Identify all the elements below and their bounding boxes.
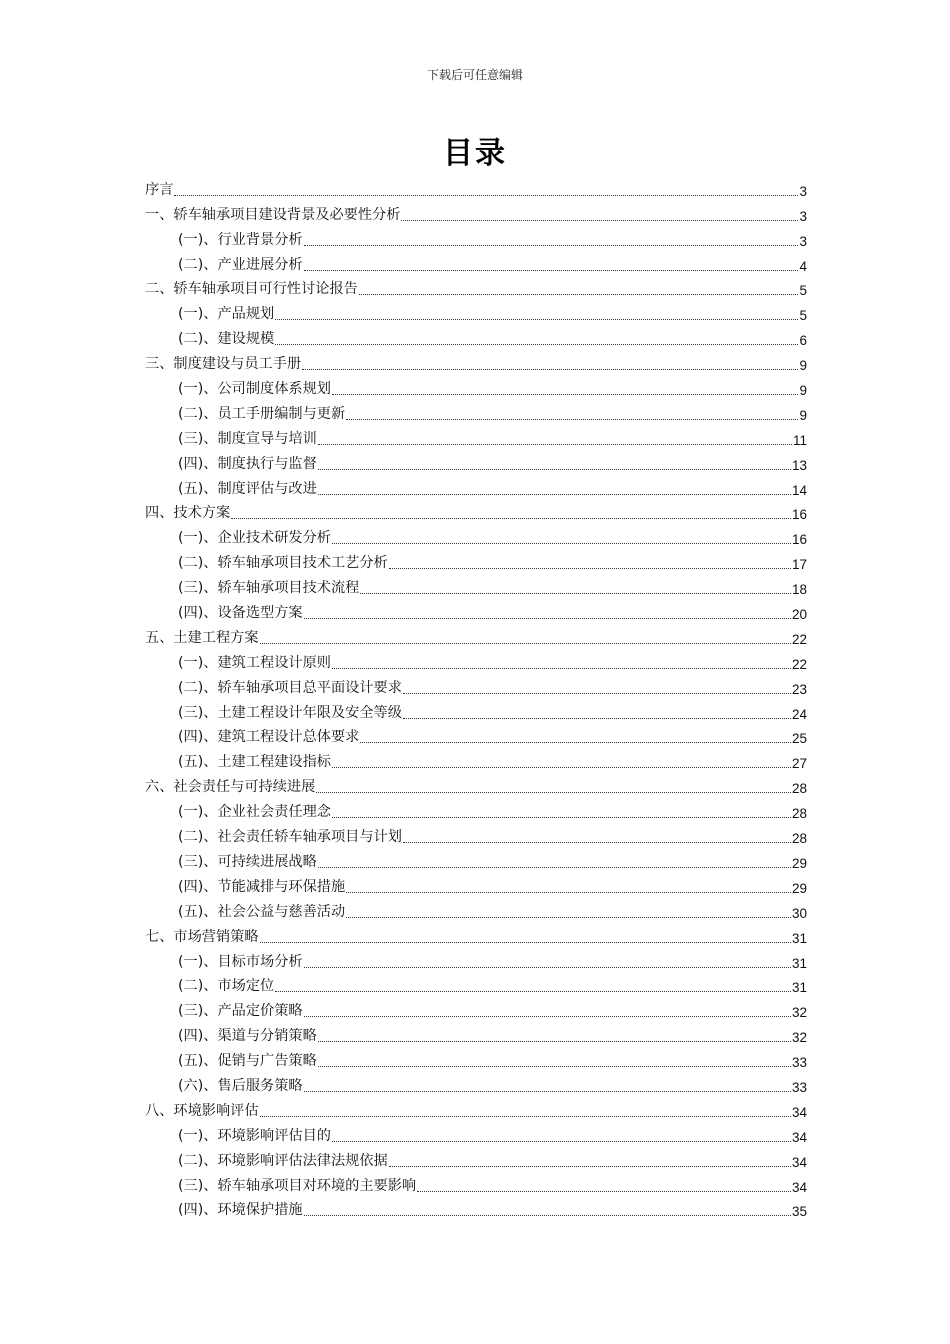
toc-page-number: 3	[799, 208, 807, 224]
toc-page-number: 17	[791, 557, 807, 573]
toc-page-number: 23	[791, 681, 807, 697]
toc-dot-leader	[346, 891, 791, 893]
toc-entry-label: (一)、公司制度体系规划	[178, 381, 331, 398]
toc-dot-leader	[304, 617, 791, 619]
toc-subsection-entry[interactable]	[145, 249, 807, 274]
toc-entry-label: (五)、促销与广告策略	[178, 1053, 317, 1070]
toc-subsection-entry[interactable]	[145, 647, 807, 672]
toc-dot-leader	[275, 343, 798, 345]
toc-dot-leader	[318, 468, 791, 470]
toc-dot-leader	[359, 293, 799, 295]
toc-page-number: 35	[791, 1204, 807, 1220]
toc-dot-leader	[332, 816, 791, 818]
toc-section-entry[interactable]	[145, 498, 807, 523]
toc-page-number: 30	[791, 905, 807, 921]
toc-dot-leader	[174, 194, 798, 196]
toc-entry-label: (三)、土建工程设计年限及安全等级	[178, 704, 402, 721]
toc-page-number: 22	[791, 656, 807, 672]
toc-section-entry[interactable]	[145, 622, 807, 647]
toc-entry-label: (一)、企业技术研发分析	[178, 530, 331, 547]
toc-subsection-entry[interactable]	[145, 995, 807, 1020]
toc-dot-leader	[332, 542, 791, 544]
toc-page-number: 6	[799, 333, 807, 349]
toc-entry-label: (五)、社会公益与慈善活动	[178, 903, 346, 920]
toc-page-number: 9	[799, 383, 807, 399]
toc-page-number: 34	[791, 1104, 807, 1120]
toc-section-entry[interactable]	[145, 1095, 807, 1120]
toc-dot-leader	[403, 717, 791, 719]
toc-subsection-entry[interactable]	[145, 871, 807, 896]
toc-subsection-entry[interactable]	[145, 1045, 807, 1070]
toc-dot-leader	[318, 1040, 791, 1042]
toc-page-number: 22	[791, 631, 807, 647]
toc-subsection-entry[interactable]	[145, 971, 807, 996]
toc-page-number: 25	[791, 731, 807, 747]
toc-subsection-entry[interactable]	[145, 423, 807, 448]
toc-dot-leader	[304, 244, 799, 246]
toc-dot-leader	[332, 1140, 791, 1142]
toc-page-number: 3	[799, 233, 807, 249]
toc-subsection-entry[interactable]	[145, 1120, 807, 1145]
toc-entry-label: (四)、节能减排与环保措施	[178, 878, 346, 895]
toc-subsection-entry[interactable]	[145, 1020, 807, 1045]
toc-page-number: 14	[791, 482, 807, 498]
toc-page-number: 9	[799, 358, 807, 374]
toc-subsection-entry[interactable]	[145, 846, 807, 871]
toc-entry-label: (三)、产品定价策略	[178, 1003, 303, 1020]
toc-entry-label: (二)、产业进展分析	[178, 256, 303, 273]
toc-dot-leader	[389, 1165, 791, 1167]
toc-entry-label: (三)、轿车轴承项目对环境的主要影响	[178, 1177, 417, 1194]
toc-entry-label: (二)、环境影响评估法律法规依据	[178, 1152, 388, 1169]
toc-section-entry[interactable]	[145, 771, 807, 796]
toc-dot-leader	[275, 318, 798, 320]
toc-page-number: 27	[791, 756, 807, 772]
toc-subsection-entry[interactable]	[145, 1070, 807, 1095]
toc-dot-leader	[332, 766, 791, 768]
toc-page-number: 33	[791, 1079, 807, 1095]
toc-page-number: 29	[791, 880, 807, 896]
toc-subsection-entry[interactable]	[145, 547, 807, 572]
toc-page-number: 4	[799, 258, 807, 274]
toc-entry-label: 一、轿车轴承项目建设背景及必要性分析	[145, 206, 401, 223]
toc-entry-label: (二)、社会责任轿车轴承项目与计划	[178, 829, 402, 846]
toc-entry-label: (二)、市场定位	[178, 978, 275, 995]
toc-entry-label: 五、土建工程方案	[145, 629, 259, 646]
toc-dot-leader	[304, 966, 791, 968]
toc-entry-label: (一)、企业社会责任理念	[178, 804, 331, 821]
toc-page-number: 31	[791, 930, 807, 946]
toc-subsection-entry[interactable]	[145, 1195, 807, 1220]
toc-subsection-entry[interactable]	[145, 746, 807, 771]
toc-subsection-entry[interactable]	[145, 821, 807, 846]
toc-page-number: 13	[791, 457, 807, 473]
toc-subsection-entry[interactable]	[145, 1145, 807, 1170]
toc-entry-label: (二)、建设规模	[178, 331, 275, 348]
toc-dot-leader	[260, 941, 791, 943]
toc-title: 目录	[443, 136, 507, 171]
toc-entry-label: 八、环境影响评估	[145, 1102, 259, 1119]
toc-section-entry[interactable]	[145, 274, 807, 299]
toc-entry-label: 六、社会责任与可持续进展	[145, 779, 316, 796]
toc-dot-leader	[318, 443, 792, 445]
toc-subsection-entry[interactable]	[145, 298, 807, 323]
toc-entry-label: (四)、制度执行与监督	[178, 455, 317, 472]
toc-dot-leader	[318, 1065, 791, 1067]
toc-entry-label: (三)、制度宣导与培训	[178, 430, 317, 447]
toc-subsection-entry[interactable]	[145, 323, 807, 348]
toc-dot-leader	[332, 667, 791, 669]
toc-entry-label: 序言	[145, 181, 174, 198]
toc-dot-leader	[260, 642, 791, 644]
toc-dot-leader	[304, 1090, 791, 1092]
toc-dot-leader	[304, 1015, 791, 1017]
toc-entry-label: (二)、轿车轴承项目技术工艺分析	[178, 555, 388, 572]
toc-entry-label: 二、轿车轴承项目可行性讨论报告	[145, 281, 358, 298]
toc-page-number: 29	[791, 855, 807, 871]
toc-section-entry[interactable]	[145, 921, 807, 946]
toc-page-number: 28	[791, 831, 807, 847]
toc-subsection-entry[interactable]	[145, 1170, 807, 1195]
toc-subsection-entry[interactable]	[145, 722, 807, 747]
toc-dot-leader	[260, 1115, 791, 1117]
toc-dot-leader	[360, 741, 791, 743]
toc-dot-leader	[332, 393, 799, 395]
toc-entry-label: (四)、建筑工程设计总体要求	[178, 729, 360, 746]
toc-dot-leader	[318, 866, 791, 868]
toc-entry-label: 七、市场营销策略	[145, 928, 259, 945]
toc-subsection-entry[interactable]	[145, 473, 807, 498]
toc-subsection-entry[interactable]	[145, 796, 807, 821]
toc-page-number: 5	[799, 283, 807, 299]
table-of-contents	[145, 174, 807, 1219]
toc-subsection-entry[interactable]	[145, 373, 807, 398]
toc-subsection-entry[interactable]	[145, 448, 807, 473]
toc-page-number: 18	[791, 582, 807, 598]
toc-subsection-entry[interactable]	[145, 398, 807, 423]
toc-entry-label: (四)、环境保护措施	[178, 1202, 303, 1219]
page-header-note: 下载后可任意编辑	[426, 68, 523, 82]
toc-entry-label: (一)、环境影响评估目的	[178, 1127, 331, 1144]
toc-dot-leader	[346, 418, 798, 420]
toc-subsection-entry[interactable]	[145, 672, 807, 697]
toc-page-number: 31	[791, 955, 807, 971]
toc-section-entry[interactable]	[145, 348, 807, 373]
toc-dot-leader	[403, 841, 791, 843]
toc-page-number: 33	[791, 1055, 807, 1071]
toc-subsection-entry[interactable]	[145, 697, 807, 722]
toc-dot-leader	[275, 990, 791, 992]
toc-entry-label: (三)、轿车轴承项目技术流程	[178, 580, 360, 597]
toc-dot-leader	[346, 916, 791, 918]
toc-page-number: 28	[791, 806, 807, 822]
toc-dot-leader	[403, 692, 791, 694]
toc-entry-label: (一)、行业背景分析	[178, 231, 303, 248]
toc-page-number: 32	[791, 1030, 807, 1046]
toc-page-number: 20	[791, 607, 807, 623]
toc-entry-label: (六)、售后服务策略	[178, 1077, 303, 1094]
toc-entry-label: 四、技术方案	[145, 505, 231, 522]
toc-dot-leader	[360, 592, 791, 594]
toc-subsection-entry[interactable]	[145, 597, 807, 622]
toc-dot-leader	[389, 567, 791, 569]
toc-entry-label: (三)、可持续进展战略	[178, 853, 317, 870]
toc-page-number: 34	[791, 1154, 807, 1170]
toc-dot-leader	[304, 269, 799, 271]
toc-page-number: 3	[799, 183, 807, 199]
toc-entry-label: (四)、设备选型方案	[178, 605, 303, 622]
toc-entry-label: (二)、员工手册编制与更新	[178, 405, 346, 422]
toc-page-number: 31	[791, 980, 807, 996]
toc-dot-leader	[401, 219, 798, 221]
toc-entry-label: (一)、产品规划	[178, 306, 275, 323]
toc-page-number: 34	[791, 1129, 807, 1145]
toc-section-entry[interactable]	[145, 199, 807, 224]
toc-page-number: 16	[791, 507, 807, 523]
toc-page-number: 16	[791, 532, 807, 548]
toc-dot-leader	[304, 1214, 791, 1216]
toc-page-number: 24	[791, 706, 807, 722]
toc-page-number: 9	[799, 407, 807, 423]
toc-entry-label: (四)、渠道与分销策略	[178, 1028, 317, 1045]
toc-dot-leader	[231, 517, 791, 519]
toc-page-number: 11	[792, 432, 807, 448]
toc-entry-label: (五)、土建工程建设指标	[178, 754, 331, 771]
toc-dot-leader	[302, 368, 798, 370]
toc-page-number: 5	[799, 308, 807, 324]
toc-page-number: 34	[791, 1179, 807, 1195]
toc-section-entry[interactable]	[145, 174, 807, 199]
toc-dot-leader	[316, 791, 791, 793]
toc-subsection-entry[interactable]	[145, 522, 807, 547]
toc-entry-label: (一)、建筑工程设计原则	[178, 654, 331, 671]
toc-subsection-entry[interactable]	[145, 946, 807, 971]
toc-subsection-entry[interactable]	[145, 896, 807, 921]
toc-entry-label: (一)、目标市场分析	[178, 953, 303, 970]
toc-entry-label: 三、制度建设与员工手册	[145, 356, 302, 373]
toc-page-number: 32	[791, 1005, 807, 1021]
toc-subsection-entry[interactable]	[145, 572, 807, 597]
toc-dot-leader	[417, 1190, 791, 1192]
toc-dot-leader	[318, 493, 791, 495]
toc-entry-label: (二)、轿车轴承项目总平面设计要求	[178, 679, 402, 696]
toc-subsection-entry[interactable]	[145, 224, 807, 249]
toc-entry-label: (五)、制度评估与改进	[178, 480, 317, 497]
toc-page-number: 28	[791, 781, 807, 797]
